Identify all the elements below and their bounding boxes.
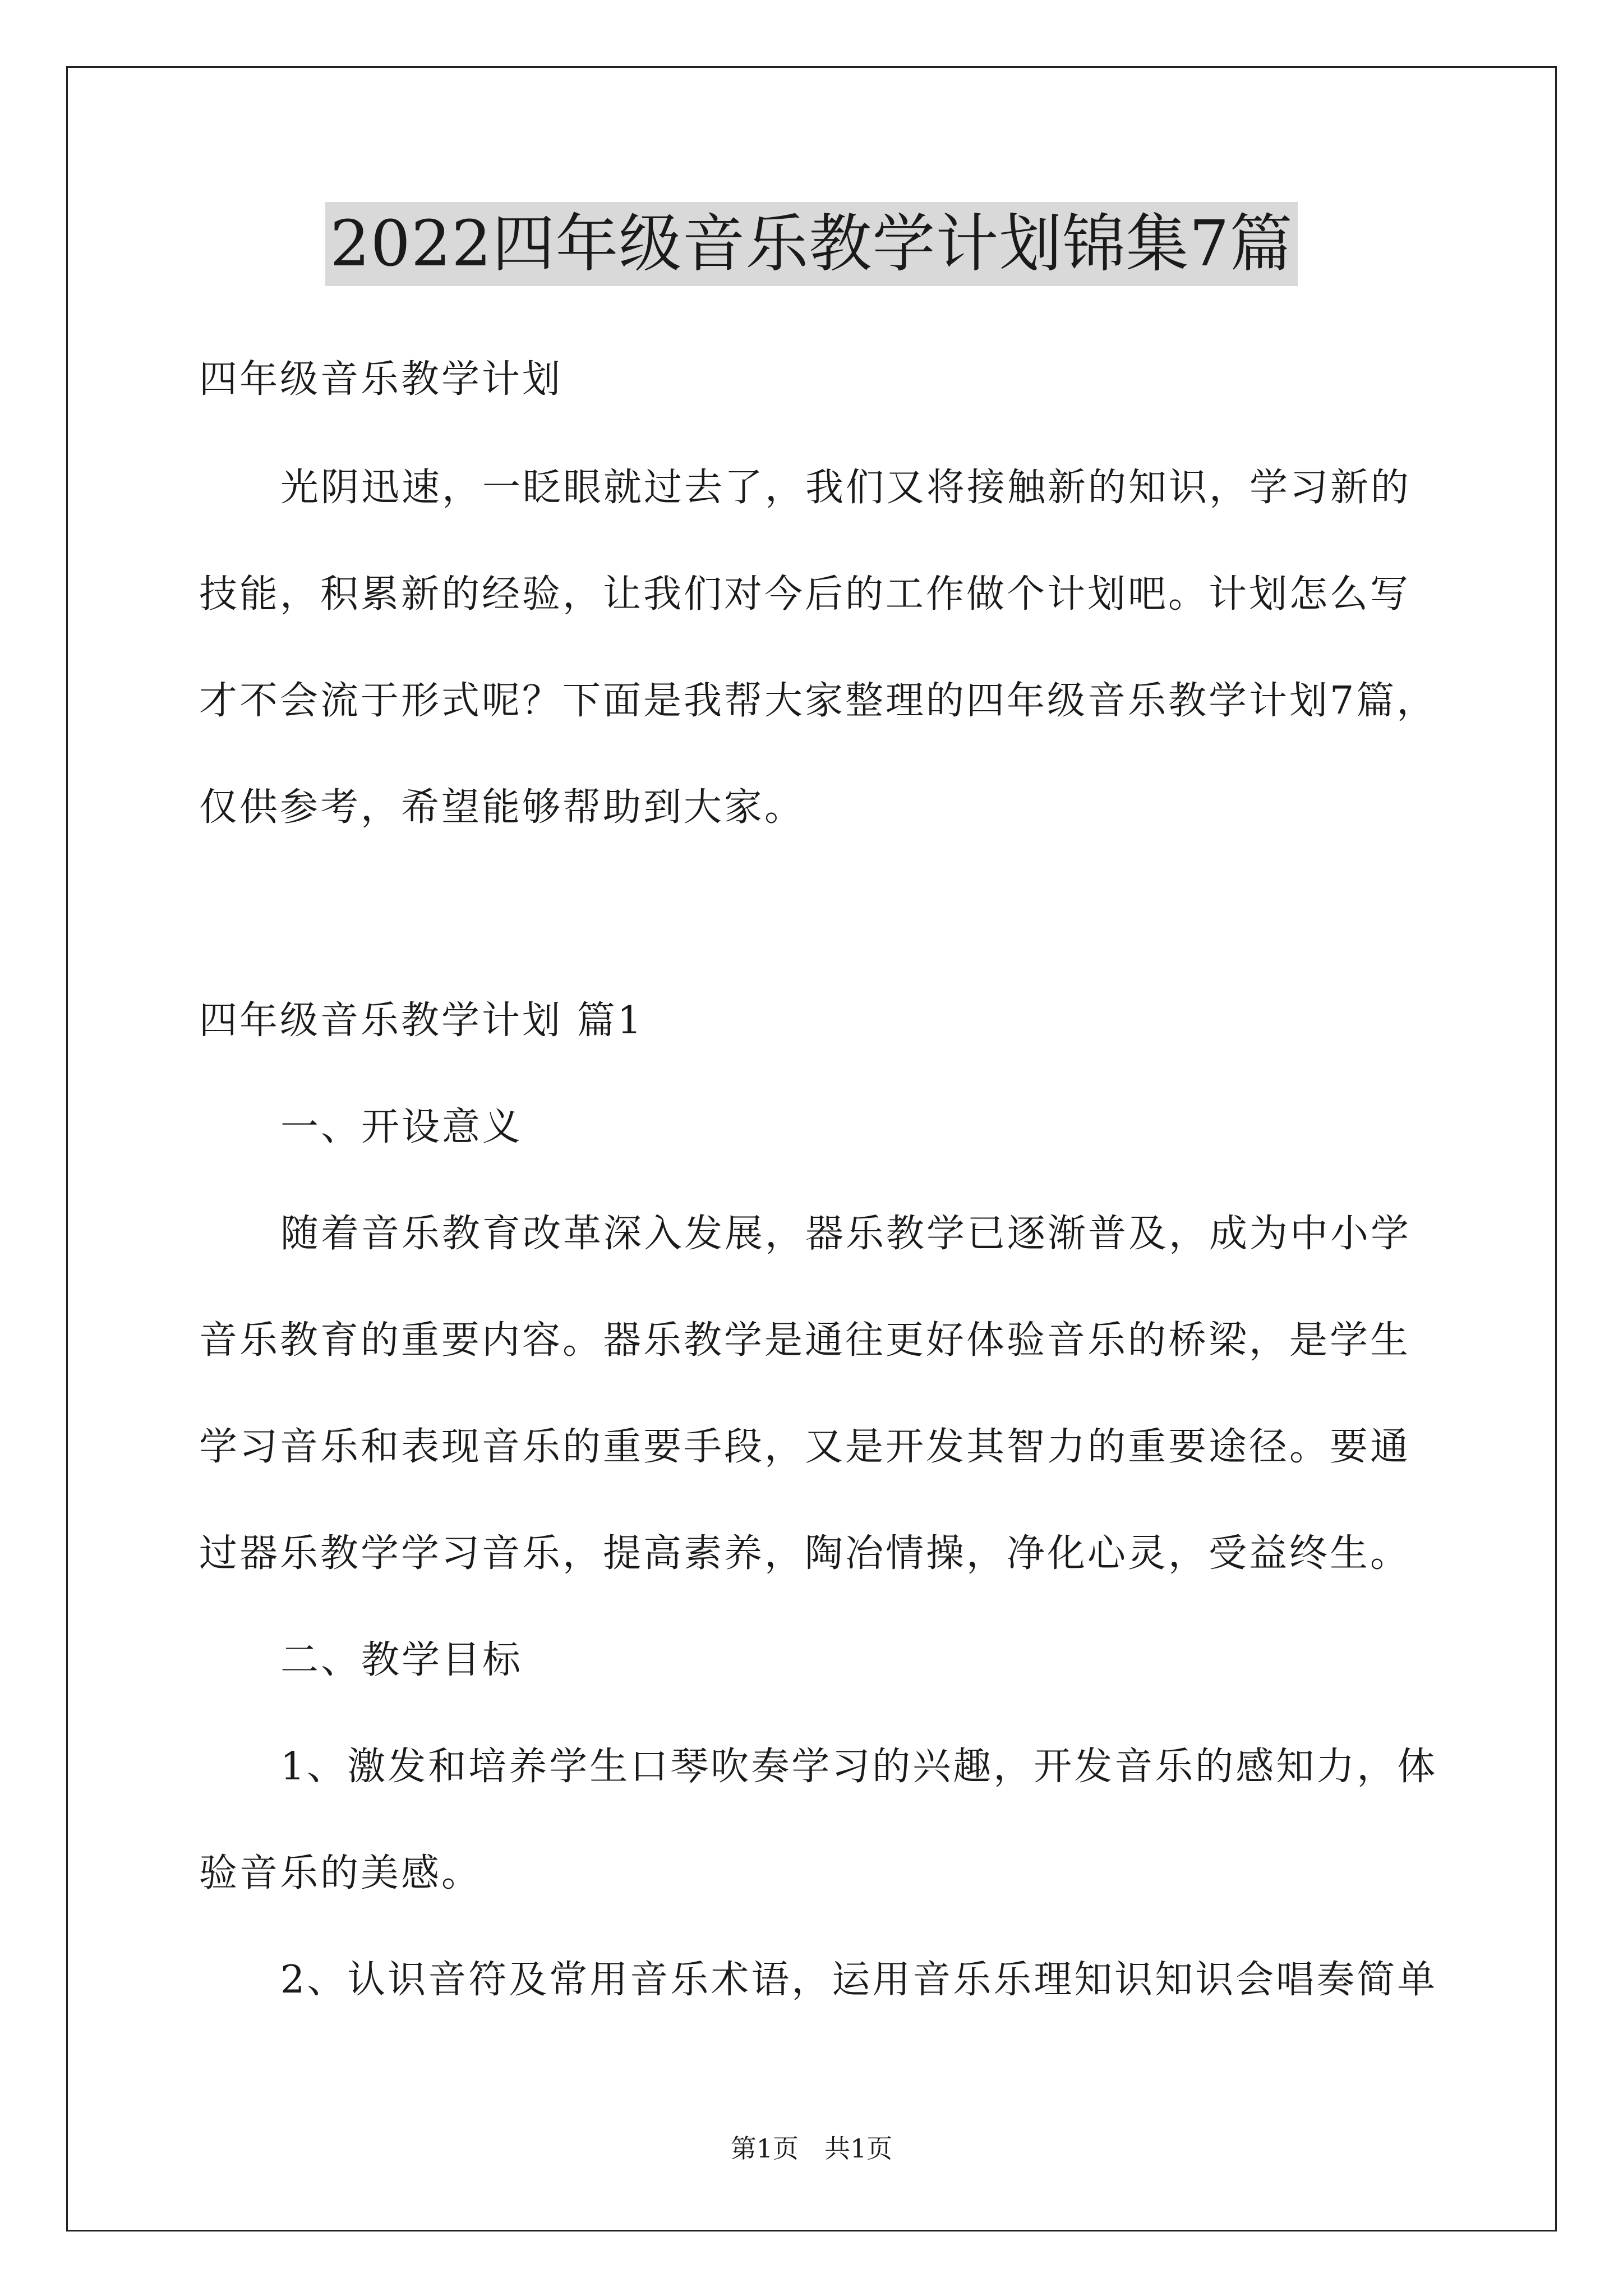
paragraph-line: 音乐教育的重要内容。器乐教学是通往更好体验音乐的桥梁，是学生 bbox=[199, 1318, 1411, 1363]
section-heading: 四年级音乐教学计划 篇1 bbox=[199, 999, 644, 1043]
paragraph-line: 过器乐教学学习音乐，提高素养，陶冶情操，净化心灵，受益终生。 bbox=[199, 1531, 1411, 1576]
page-number: 第1页 bbox=[730, 2133, 799, 2164]
subsection-heading: 一、开设意义 bbox=[280, 1105, 523, 1149]
paragraph-line: 才不会流于形式呢？下面是我帮大家整理的四年级音乐教学计划7篇， bbox=[199, 679, 1437, 723]
paragraph-line: 技能，积累新的经验，让我们对今后的工作做个计划吧。计划怎么写 bbox=[199, 572, 1411, 616]
document-title: 2022四年级音乐教学计划锦集7篇 bbox=[325, 202, 1297, 286]
subsection-heading: 二、教学目标 bbox=[280, 1638, 523, 1682]
paragraph-line: 1、激发和培养学生口琴吹奏学习的兴趣，开发音乐的感知力，体 bbox=[280, 1745, 1438, 1789]
section-heading: 四年级音乐教学计划 bbox=[199, 357, 563, 402]
paragraph-line: 光阴迅速，一眨眼就过去了，我们又将接触新的知识，学习新的 bbox=[280, 466, 1412, 510]
paragraph-line: 随着音乐教育改革深入发展，器乐教学已逐渐普及，成为中小学 bbox=[280, 1212, 1412, 1256]
paragraph-line: 仅供参考，希望能够帮助到大家。 bbox=[199, 785, 805, 830]
title-container bbox=[0, 202, 1623, 286]
page-footer bbox=[0, 2132, 1623, 2165]
paragraph-line: 学习音乐和表现音乐的重要手段，又是开发其智力的重要途径。要通 bbox=[199, 1425, 1411, 1469]
paragraph-line: 2、认识音符及常用音乐术语，运用音乐乐理知识知识会唱奏简单 bbox=[280, 1958, 1438, 2002]
paragraph-line: 验音乐的美感。 bbox=[199, 1851, 482, 1895]
page-total: 共1页 bbox=[824, 2133, 893, 2164]
